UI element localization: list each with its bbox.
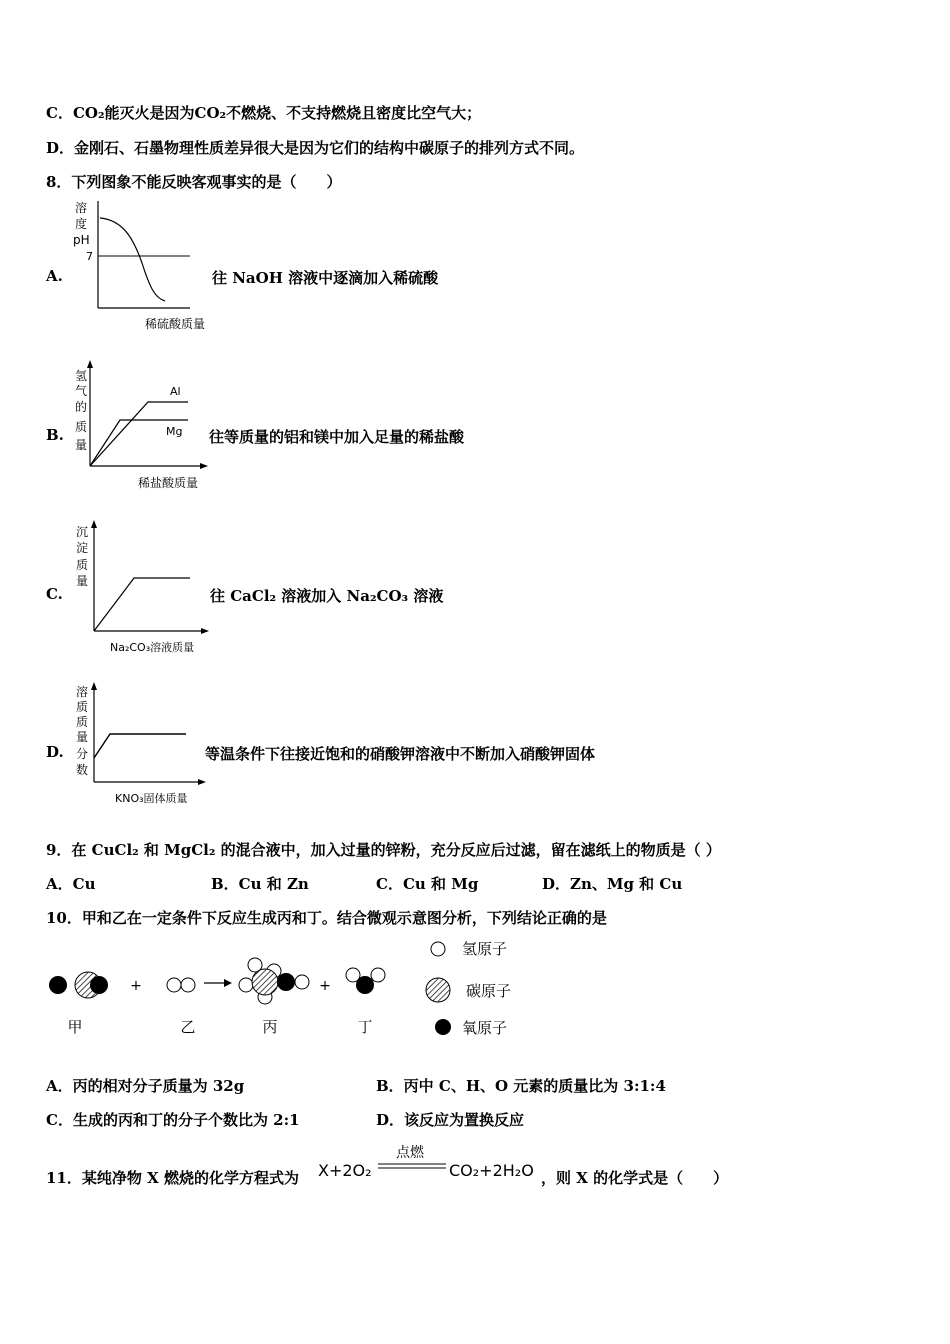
equation-right: CO₂+2H₂O <box>449 1161 534 1180</box>
q9-option-d: D．Zn、Mg 和 Cu <box>542 875 683 893</box>
q8-d-chart <box>70 680 220 810</box>
q8-a-ylabel-3: pH <box>73 233 90 247</box>
q8-b-text: 往等质量的铝和镁中加入足量的稀盐酸 <box>209 428 465 446</box>
q8-c-ylabel-2: 淀 <box>76 541 89 555</box>
q8-d-xlabel: KNO₃固体质量 <box>115 792 188 805</box>
q8-c-text: 往 CaCl₂ 溶液加入 Na₂CO₃ 溶液 <box>210 587 444 605</box>
q8-c-precipitate-line <box>94 578 190 631</box>
q8-d-text: 等温条件下往接近饱和的硝酸钾溶液中不断加入硝酸钾固体 <box>205 745 596 763</box>
q8-b-chart <box>70 360 220 495</box>
label-ding: 丁 <box>357 1018 373 1036</box>
q11-equation <box>318 1140 548 1190</box>
q10-option-a: A．丙的相对分子质量为 32g <box>46 1077 245 1095</box>
q8-stem: 8．下列图象不能反映客观事实的是（ ） <box>46 173 342 191</box>
q8-c-x-arrow <box>201 628 209 634</box>
q8-b-series-al: Al <box>170 385 181 398</box>
legend-hydrogen: 氢原子 <box>462 940 508 958</box>
q8-b-series-mg: Mg <box>166 425 183 438</box>
q8-b-label: B. <box>46 426 64 444</box>
q10-option-d: D．该反应为置换反应 <box>376 1111 525 1129</box>
q9-option-b: B．Cu 和 Zn <box>211 875 309 893</box>
option-d-prev: D．金刚石、石墨物理性质差异很大是因为它们的结构中碳原子的排列方式不同。 <box>46 139 585 157</box>
q8-c-chart <box>70 518 220 656</box>
q8-d-ylabel-4: 量 <box>76 730 89 744</box>
q8-c-xlabel: Na₂CO₃溶液质量 <box>110 641 195 654</box>
q8-c-y-arrow <box>91 520 97 528</box>
q8-d-ylabel-5: 分 <box>76 747 89 761</box>
jia-molecule <box>49 972 108 998</box>
q8-c-ylabel-4: 量 <box>76 574 89 588</box>
q10-stem: 10．甲和乙在一定条件下反应生成丙和丁。结合微观示意图分析，下列结论正确的是 <box>46 909 607 927</box>
q8-a-tick-7: 7 <box>86 250 93 263</box>
q8-d-label: D. <box>46 743 64 761</box>
q8-a-xlabel: 稀硫酸质量 <box>145 317 206 331</box>
q8-a-label: A. <box>46 267 63 285</box>
bing-molecule <box>239 958 309 1004</box>
q8-a-ylabel-2: 度 <box>75 217 88 231</box>
q9-stem: 9．在 CuCl₂ 和 MgCl₂ 的混合液中，加入过量的锌粉，充分反应后过滤，留在滤纸上的物质是（ ） <box>46 841 721 859</box>
q11-suffix: ，则 X 的化学式是（ ） <box>541 1169 729 1187</box>
q8-b-x-arrow <box>200 463 208 469</box>
legend-oxygen-icon <box>435 1019 451 1035</box>
q9-option-c: C．Cu 和 Mg <box>376 875 479 893</box>
q8-b-xlabel: 稀盐酸质量 <box>138 476 199 490</box>
ding-molecule <box>346 968 385 994</box>
q8-a-ylabel-1: 溶 <box>75 201 88 215</box>
legend-hydrogen-icon <box>431 942 445 956</box>
q8-c-ylabel-3: 质 <box>76 558 89 572</box>
q8-b-ylabel-5: 量 <box>75 438 88 452</box>
legend-carbon-icon <box>426 978 450 1002</box>
legend-carbon: 碳原子 <box>466 982 512 1000</box>
option-c-prev: C．CO₂能灭火是因为CO₂不燃烧、不支持燃烧且密度比空气大； <box>46 104 482 122</box>
label-jia: 甲 <box>67 1018 83 1036</box>
plus-2: + <box>319 978 331 994</box>
q8-a-text: 往 NaOH 溶液中逐滴加入稀硫酸 <box>212 269 439 287</box>
q11-prefix: 11．某纯净物 X 燃烧的化学方程式为 <box>46 1169 299 1187</box>
legend-oxygen: 氧原子 <box>462 1019 508 1037</box>
q8-d-fraction-line <box>94 734 186 758</box>
q9-option-a: A．Cu <box>46 875 96 893</box>
q8-a-ph-curve <box>100 218 165 301</box>
q8-b-ylabel-3: 的 <box>75 400 88 414</box>
q10-option-b: B．丙中 C、H、O 元素的质量比为 3:1:4 <box>376 1077 666 1095</box>
q8-d-ylabel-6: 数 <box>76 763 89 777</box>
q10-micro-diagram <box>40 935 540 1045</box>
label-yi: 乙 <box>180 1018 196 1036</box>
q10-option-c: C．生成的丙和丁的分子个数比为 2:1 <box>46 1111 300 1129</box>
q8-a-chart <box>70 198 220 336</box>
q8-d-x-arrow <box>198 779 206 785</box>
q8-d-y-arrow <box>91 682 97 690</box>
q8-b-ylabel-4: 质 <box>75 420 88 434</box>
q8-b-ylabel-2: 气 <box>75 384 88 398</box>
q8-d-ylabel-3: 质 <box>76 715 89 729</box>
q8-c-ylabel-1: 沉 <box>76 525 89 539</box>
q8-b-ylabel-1: 氢 <box>75 369 88 383</box>
equation-left: X+2O₂ <box>318 1161 372 1180</box>
q8-b-y-arrow <box>87 360 93 368</box>
q8-d-ylabel-1: 溶 <box>76 685 89 699</box>
plus-1: + <box>130 978 142 994</box>
label-bing: 丙 <box>262 1018 278 1036</box>
q8-d-ylabel-2: 质 <box>76 700 89 714</box>
reaction-arrow-head <box>224 979 232 987</box>
equation-condition: 点燃 <box>396 1145 424 1161</box>
q8-c-label: C. <box>46 585 63 603</box>
yi-molecule <box>167 978 195 992</box>
